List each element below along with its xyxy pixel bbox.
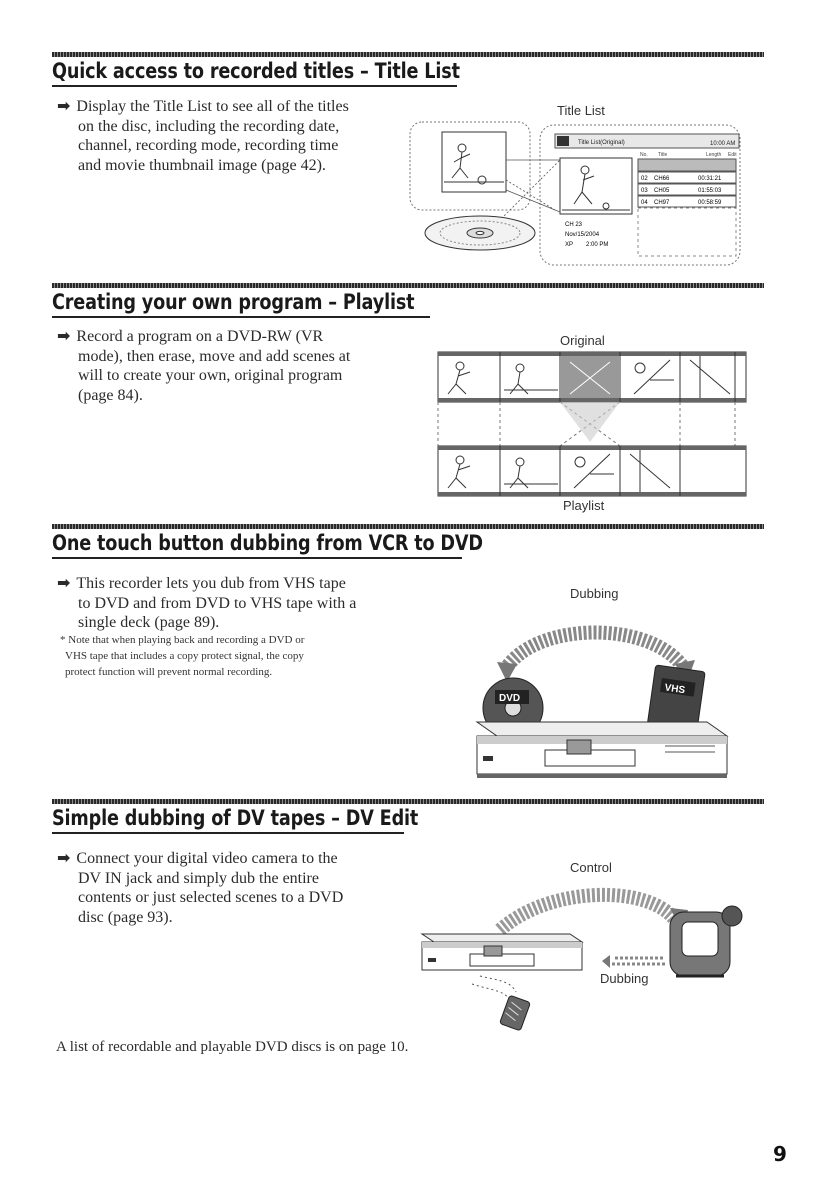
row-title: CH66 — [654, 176, 670, 182]
info-channel: CH 23 — [565, 222, 583, 228]
zoom-connector — [506, 160, 560, 212]
dvd-disc-icon — [425, 216, 535, 250]
section-heading-playlist: Creating your own program – Playlist — [52, 290, 415, 314]
remote-signal-waves — [480, 976, 516, 992]
figure-caption-dv-dubbing: Dubbing — [600, 971, 649, 986]
row-no: 03 — [641, 188, 648, 194]
playlist-filmstrip — [438, 446, 746, 496]
row-length: 01:55:03 — [698, 188, 722, 194]
selected-row-highlight — [638, 159, 736, 171]
arrow-icon: ➡ — [57, 848, 71, 867]
control-arrow-icon — [500, 895, 675, 930]
heading-underline — [52, 832, 404, 834]
original-filmstrip — [438, 352, 746, 402]
disc-icon — [557, 136, 569, 146]
col-edit: Edit — [728, 152, 737, 158]
figure-caption-original: Original — [560, 333, 605, 348]
section-body-dv-edit: ➡ Connect your digital video camera to the DV IN jack and simply dub the entire contents or just selected scenes to a DVD disc (page 93). — [57, 848, 344, 926]
dvd-vcr-combo-device — [477, 722, 727, 778]
copy-protect-note: * Note that when playing back and recording a DVD or VHS tape that includes a copy protect signal, the copy protect function will prevent normal recording. — [60, 634, 305, 678]
figure-caption-control: Control — [570, 860, 612, 875]
dv-camcorder-icon — [670, 906, 742, 976]
row-length: 00:58:59 — [698, 200, 722, 206]
section-divider — [52, 52, 764, 57]
info-time: 2:00 PM — [586, 242, 609, 248]
col-title: Title — [658, 152, 668, 158]
row-length: 00:31:21 — [698, 176, 722, 182]
row-no: 02 — [641, 176, 648, 182]
screen-thumbnail — [560, 158, 632, 214]
arrow-head — [602, 955, 610, 968]
remote-signal-waves — [472, 984, 510, 1000]
dv-edit-illustration — [420, 880, 750, 1030]
info-mode: XP — [565, 242, 574, 248]
section-divider — [52, 283, 764, 288]
section-heading-title-list: Quick access to recorded titles – Title List — [52, 59, 460, 83]
info-date: Nov/15/2004 — [565, 232, 600, 238]
arrow-icon: ➡ — [57, 96, 71, 115]
title-list-illustration — [410, 120, 755, 275]
empty-rows — [638, 208, 736, 256]
dubbing-arrow-icon — [612, 958, 665, 964]
col-no: No. — [640, 152, 648, 158]
remote-control-icon — [500, 995, 531, 1031]
arrow-icon: ➡ — [57, 573, 71, 592]
vhs-label: VHS — [663, 682, 686, 697]
row-title: CH97 — [654, 200, 670, 206]
figure-caption-playlist: Playlist — [563, 498, 605, 513]
section-body-title-list: ➡ Display the Title List to see all of the titles on the disc, including the recording date, channel, recording mode, recording time and movie thumbnail image (page 42). — [57, 96, 349, 174]
screen-clock: 10:00 AM — [710, 141, 736, 147]
figure-caption-dubbing: Dubbing — [570, 586, 619, 601]
selected-scene — [560, 356, 620, 398]
dvd-vcr-combo-device — [422, 934, 582, 970]
title-rows — [638, 172, 736, 256]
col-length: Length — [706, 152, 722, 158]
moved-scene-wedge — [560, 402, 620, 442]
playlist-illustration — [430, 350, 750, 498]
footer-note: A list of recordable and playable DVD discs is on page 10. — [56, 1039, 409, 1055]
row-no: 04 — [641, 200, 648, 206]
dubbing-arrow-icon — [505, 633, 685, 671]
page-number: 9 — [773, 1142, 787, 1166]
heading-underline — [52, 85, 457, 87]
section-heading-vcr-dubbing: One touch button dubbing from VCR to DVD — [52, 531, 483, 555]
vcr-dubbing-illustration — [475, 610, 735, 790]
section-body-vcr-dubbing: ➡ This recorder lets you dub from VHS tape to DVD and from DVD to VHS tape with a single deck (page 89). — [57, 573, 357, 631]
section-divider — [52, 524, 764, 529]
heading-underline — [52, 316, 430, 318]
thumbnail-frame — [442, 132, 506, 192]
section-heading-dv-edit: Simple dubbing of DV tapes – DV Edit — [52, 806, 419, 830]
section-body-playlist: ➡ Record a program on a DVD-RW (VR mode), then erase, move and add scenes at will to create your own, original program (page 84). — [57, 326, 351, 404]
screen-title: Title List(Original) — [578, 140, 625, 146]
dvd-label: DVD — [499, 693, 521, 704]
section-divider — [52, 799, 764, 804]
figure-caption-title-list: Title List — [557, 103, 605, 118]
arrow-icon: ➡ — [57, 326, 71, 345]
row-title: CH05 — [654, 188, 670, 194]
heading-underline — [52, 557, 462, 559]
